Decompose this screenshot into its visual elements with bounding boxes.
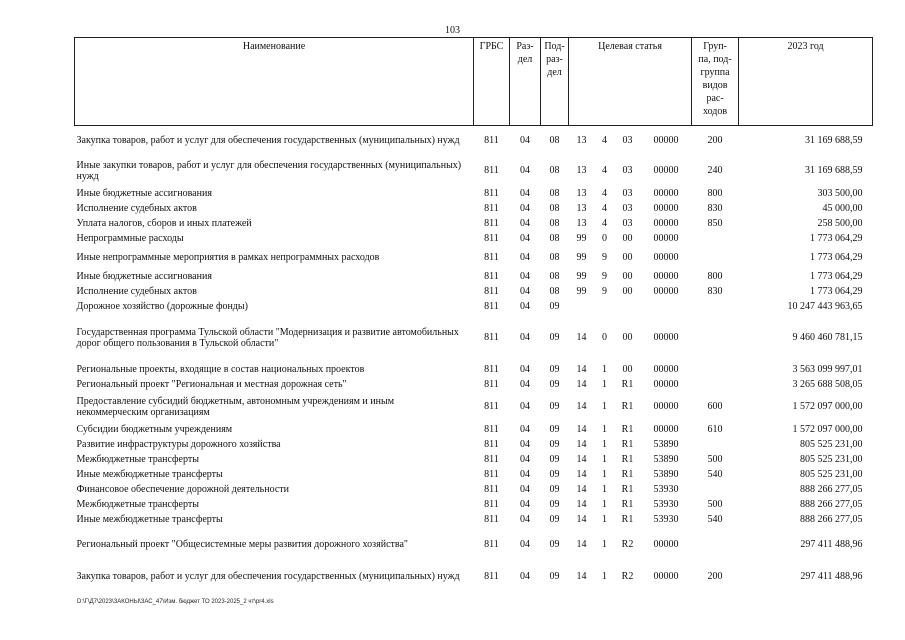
row-name-cell: Субсидии бюджетным учреждениям (76, 423, 233, 435)
row-name-cell: Межбюджетные трансферты (76, 498, 199, 510)
row-target-subprogram-cell: 1 (602, 483, 607, 495)
row-amount-cell: 805 525 231,00 (800, 438, 863, 450)
row-grbs-cell: 811 (484, 285, 499, 297)
row-target-item-cell: R2 (621, 571, 634, 582)
row-target-direction-cell: 53930 (653, 513, 679, 525)
row-podrazdel-cell: 09 (549, 332, 560, 343)
row-name-cell: Региональные проекты, входящие в состав национальных проектов (76, 363, 365, 375)
row-target-subprogram-cell: 9 (602, 285, 607, 297)
row-amount-cell: 297 411 488,96 (800, 571, 863, 582)
row-podrazdel-cell: 09 (549, 453, 560, 465)
row-amount-cell: 888 266 277,05 (800, 498, 863, 510)
row-grbs-cell: 811 (484, 251, 499, 263)
row-target-item-cell: 00 (622, 363, 633, 375)
row-amount-cell: 1 572 097 000,00 (792, 401, 863, 412)
row-expense-group-cell (692, 362, 739, 377)
row-target-subprogram-cell: 1 (602, 498, 607, 510)
row-target-subprogram-cell: 4 (602, 202, 607, 214)
row-target-item-cell: R1 (621, 378, 634, 390)
row-target-direction-cell: 53930 (653, 483, 679, 495)
row-target-item-cell: R1 (621, 483, 634, 495)
table-row (75, 512, 873, 527)
row-target-program-cell: 99 (576, 270, 587, 282)
row-target-program-cell: 14 (576, 468, 587, 480)
row-target-direction-cell: 00000 (653, 571, 679, 582)
row-expense-group-cell (692, 527, 739, 562)
row-podrazdel-cell: 08 (549, 217, 560, 229)
row-podrazdel-cell: 09 (549, 498, 560, 510)
header-name: Наименование (75, 38, 474, 126)
row-target-direction-cell: 00000 (653, 202, 679, 214)
row-target-subprogram-cell: 0 (602, 232, 607, 244)
footer-file-path: D:\Г\Д7\2023\ЗАКОНЫ\ЗАС_47\Изм. бюджет ТО 2023-2025_2 чт\pr4.xls (77, 599, 274, 605)
row-name-cell: Иные бюджетные ассигнования (76, 187, 212, 199)
row-target-direction-cell: 00000 (653, 332, 679, 343)
row-grbs-cell: 811 (484, 498, 499, 510)
row-expense-group-cell: 500 (707, 453, 723, 465)
row-grbs-cell: 811 (484, 468, 499, 480)
row-name-cell: Закупка товаров, работ и услуг для обеспечения государственных (муниципальных) нужд (76, 135, 460, 147)
row-grbs-cell: 811 (484, 300, 499, 312)
row-amount-cell: 805 525 231,00 (800, 453, 863, 465)
row-target-program-cell: 13 (576, 187, 587, 199)
row-grbs-cell: 811 (484, 165, 499, 176)
row-expense-group-cell: 830 (707, 202, 723, 214)
row-target-program-cell: 99 (576, 251, 587, 263)
row-amount-cell: 805 525 231,00 (800, 468, 863, 480)
table-row (75, 497, 873, 512)
row-amount-cell: 3 265 688 508,05 (792, 378, 863, 390)
row-amount-cell: 303 500,00 (817, 187, 863, 199)
row-target-program-cell: 99 (576, 232, 587, 244)
table-row (75, 246, 873, 269)
row-expense-group-cell: 600 (707, 401, 723, 412)
row-target-program-cell: 14 (576, 538, 587, 550)
row-target-item-cell: 03 (622, 217, 633, 229)
row-expense-group-cell (692, 246, 739, 269)
row-target-direction-cell: 53890 (653, 453, 679, 465)
table-row (75, 269, 873, 284)
row-target-subprogram-cell: 1 (602, 468, 607, 480)
row-target-direction-cell: 00000 (653, 423, 679, 435)
row-name-cell: Исполнение судебных актов (76, 285, 197, 297)
row-expense-group-cell (692, 437, 739, 452)
row-amount-cell: 9 460 460 781,15 (792, 332, 863, 343)
table-row (75, 299, 873, 314)
row-razdel-cell: 04 (520, 300, 530, 312)
row-grbs-cell: 811 (484, 135, 499, 147)
row-name-cell: Иные непрограммные мероприятия в рамках непрограммных расходов (76, 251, 380, 263)
budget-table-sheet (74, 37, 872, 592)
row-target-subprogram-cell: 1 (602, 453, 607, 465)
table-row (75, 314, 873, 362)
table-row (75, 452, 873, 467)
table-row (75, 437, 873, 452)
row-target-direction-cell (641, 299, 692, 314)
table-row (75, 201, 873, 216)
row-expense-group-cell: 240 (707, 165, 723, 176)
row-target-program-cell (569, 299, 595, 314)
table-row (75, 392, 873, 422)
row-grbs-cell: 811 (484, 202, 499, 214)
row-expense-group-cell (692, 482, 739, 497)
row-target-subprogram-cell: 1 (602, 538, 607, 550)
row-podrazdel-cell: 09 (549, 513, 560, 525)
row-target-program-cell: 14 (576, 513, 587, 525)
row-target-direction-cell: 53930 (653, 498, 679, 510)
row-razdel-cell: 04 (520, 571, 530, 582)
row-target-program-cell: 14 (576, 498, 587, 510)
row-expense-group-cell (692, 314, 739, 362)
row-target-item-cell: 00 (622, 270, 633, 282)
table-row (75, 467, 873, 482)
row-razdel-cell: 04 (520, 423, 530, 435)
row-target-item-cell (615, 299, 641, 314)
row-name-cell: Государственная программа Тульской области "Модернизация и развитие автомобильных дорог общего пользования в Тульской области" (76, 326, 459, 349)
table-row (75, 231, 873, 246)
row-grbs-cell: 811 (484, 438, 499, 450)
row-target-subprogram-cell: 9 (602, 251, 607, 263)
row-podrazdel-cell: 08 (549, 135, 560, 147)
header-grbs: ГРБС (474, 38, 510, 126)
row-grbs-cell: 811 (484, 270, 499, 282)
row-target-subprogram-cell: 1 (602, 378, 607, 390)
row-expense-group-cell: 830 (707, 285, 723, 297)
row-target-item-cell: R1 (621, 513, 634, 525)
row-target-subprogram-cell: 1 (602, 363, 607, 375)
row-expense-group-cell (692, 377, 739, 392)
row-razdel-cell: 04 (520, 363, 530, 375)
row-name-cell: Региональный проект "Общесистемные меры развития дорожного хозяйства" (76, 538, 408, 550)
row-target-subprogram-cell: 1 (602, 571, 607, 582)
row-target-direction-cell: 00000 (653, 217, 679, 229)
row-expense-group-cell: 800 (707, 187, 723, 199)
header-expense-group: Груп- па, под- группа видов рас- ходов (692, 38, 739, 126)
row-razdel-cell: 04 (520, 332, 530, 343)
row-target-item-cell: 00 (622, 251, 633, 263)
row-razdel-cell: 04 (520, 135, 530, 147)
row-target-direction-cell: 53890 (653, 438, 679, 450)
row-amount-cell: 1 572 097 000,00 (792, 423, 863, 435)
row-expense-group-cell: 200 (707, 571, 723, 582)
row-target-direction-cell: 00000 (653, 538, 679, 550)
row-expense-group-cell (692, 299, 739, 314)
row-target-program-cell: 13 (576, 165, 587, 176)
row-target-program-cell: 14 (576, 571, 587, 582)
row-target-direction-cell: 53890 (653, 468, 679, 480)
row-target-item-cell: 00 (622, 332, 633, 343)
table-row (75, 377, 873, 392)
header-razdel: Раз- дел (510, 38, 541, 126)
row-razdel-cell: 04 (520, 538, 530, 550)
row-target-direction-cell: 00000 (653, 363, 679, 375)
row-razdel-cell: 04 (520, 285, 530, 297)
row-target-item-cell: R1 (621, 468, 634, 480)
table-body (75, 126, 873, 592)
row-podrazdel-cell: 09 (549, 378, 560, 390)
row-target-program-cell: 99 (576, 285, 587, 297)
row-razdel-cell: 04 (520, 453, 530, 465)
row-target-direction-cell: 00000 (653, 135, 679, 147)
row-grbs-cell: 811 (484, 332, 499, 343)
row-podrazdel-cell: 09 (549, 401, 560, 412)
row-target-item-cell: 03 (622, 187, 633, 199)
row-razdel-cell: 04 (520, 165, 530, 176)
row-target-direction-cell: 00000 (653, 270, 679, 282)
row-name-cell: Иные бюджетные ассигнования (76, 270, 212, 282)
row-expense-group-cell: 540 (707, 468, 723, 480)
row-name-cell: Иные закупки товаров, работ и услуг для обеспечения государственных (муниципальных) нужд (76, 159, 462, 182)
table-row (75, 482, 873, 497)
row-grbs-cell: 811 (484, 363, 499, 375)
row-podrazdel-cell: 09 (549, 423, 560, 435)
row-target-subprogram-cell: 1 (602, 513, 607, 525)
row-razdel-cell: 04 (520, 401, 530, 412)
row-target-subprogram-cell: 1 (602, 438, 607, 450)
row-grbs-cell: 811 (484, 571, 499, 582)
row-target-program-cell: 14 (576, 423, 587, 435)
row-target-subprogram-cell: 4 (602, 165, 607, 176)
row-podrazdel-cell: 09 (549, 300, 560, 312)
row-target-item-cell: R1 (621, 498, 634, 510)
row-amount-cell: 1 773 064,29 (810, 232, 863, 244)
row-target-direction-cell: 00000 (653, 401, 679, 412)
table-row (75, 362, 873, 377)
row-expense-group-cell (692, 231, 739, 246)
row-target-subprogram-cell: 9 (602, 270, 607, 282)
row-podrazdel-cell: 09 (549, 538, 560, 550)
row-podrazdel-cell: 09 (549, 363, 560, 375)
row-name-cell: Финансовое обеспечение дорожной деятельности (76, 483, 289, 495)
row-amount-cell: 10 247 443 963,65 (787, 300, 863, 312)
row-name-cell: Исполнение судебных актов (76, 202, 197, 214)
row-podrazdel-cell: 08 (549, 165, 560, 176)
row-razdel-cell: 04 (520, 232, 530, 244)
row-podrazdel-cell: 08 (549, 251, 560, 263)
row-razdel-cell: 04 (520, 378, 530, 390)
table-row (75, 216, 873, 231)
row-razdel-cell: 04 (520, 217, 530, 229)
row-amount-cell: 1 773 064,29 (810, 285, 863, 297)
row-target-item-cell: 03 (622, 165, 633, 176)
row-razdel-cell: 04 (520, 187, 530, 199)
row-expense-group-cell: 540 (707, 513, 723, 525)
row-target-direction-cell: 00000 (653, 165, 679, 176)
table-row (75, 126, 873, 156)
row-target-subprogram-cell: 4 (602, 217, 607, 229)
row-target-item-cell: 03 (622, 135, 633, 147)
row-target-item-cell: R2 (621, 538, 634, 550)
row-expense-group-cell: 850 (707, 217, 723, 229)
row-target-direction-cell: 00000 (653, 187, 679, 199)
row-amount-cell: 888 266 277,05 (800, 483, 863, 495)
table-row (75, 527, 873, 562)
row-name-cell: Межбюджетные трансферты (76, 453, 199, 465)
row-amount-cell: 297 411 488,96 (800, 538, 863, 550)
row-amount-cell: 1 773 064,29 (810, 270, 863, 282)
header-podrazdel: Под- раз- дел (541, 38, 569, 126)
table-row (75, 284, 873, 299)
row-grbs-cell: 811 (484, 217, 499, 229)
row-name-cell: Уплата налогов, сборов и иных платежей (76, 217, 252, 229)
row-razdel-cell: 04 (520, 251, 530, 263)
row-amount-cell: 1 773 064,29 (810, 251, 863, 263)
row-razdel-cell: 04 (520, 438, 530, 450)
row-razdel-cell: 04 (520, 468, 530, 480)
row-target-item-cell: R1 (621, 401, 634, 412)
row-razdel-cell: 04 (520, 270, 530, 282)
row-target-program-cell: 13 (576, 217, 587, 229)
row-name-cell: Закупка товаров, работ и услуг для обеспечения государственных (муниципальных) нужд (76, 571, 460, 582)
row-target-direction-cell: 00000 (653, 378, 679, 390)
row-target-subprogram-cell: 1 (602, 423, 607, 435)
row-grbs-cell: 811 (484, 187, 499, 199)
row-target-program-cell: 14 (576, 332, 587, 343)
row-grbs-cell: 811 (484, 401, 499, 412)
row-target-item-cell: R1 (621, 438, 634, 450)
row-podrazdel-cell: 08 (549, 270, 560, 282)
row-podrazdel-cell: 09 (549, 571, 560, 582)
row-target-direction-cell: 00000 (653, 251, 679, 263)
row-podrazdel-cell: 09 (549, 438, 560, 450)
row-grbs-cell: 811 (484, 483, 499, 495)
row-podrazdel-cell: 08 (549, 232, 560, 244)
row-grbs-cell: 811 (484, 538, 499, 550)
row-razdel-cell: 04 (520, 513, 530, 525)
row-expense-group-cell: 500 (707, 498, 723, 510)
table-row (75, 422, 873, 437)
row-podrazdel-cell: 08 (549, 285, 560, 297)
row-target-program-cell: 14 (576, 363, 587, 375)
row-razdel-cell: 04 (520, 498, 530, 510)
row-grbs-cell: 811 (484, 513, 499, 525)
row-razdel-cell: 04 (520, 483, 530, 495)
header-year-2023: 2023 год (739, 38, 873, 126)
row-target-subprogram-cell: 4 (602, 135, 607, 147)
row-target-item-cell: 00 (622, 232, 633, 244)
row-amount-cell: 31 169 688,59 (805, 165, 863, 176)
row-target-item-cell: R1 (621, 453, 634, 465)
row-target-program-cell: 13 (576, 135, 587, 147)
header-row (75, 38, 873, 126)
row-target-program-cell: 14 (576, 453, 587, 465)
row-podrazdel-cell: 08 (549, 187, 560, 199)
row-target-program-cell: 13 (576, 202, 587, 214)
row-target-item-cell: 03 (622, 202, 633, 214)
row-target-subprogram-cell: 4 (602, 187, 607, 199)
row-podrazdel-cell: 09 (549, 483, 560, 495)
row-name-cell: Иные межбюджетные трансферты (76, 513, 223, 525)
row-target-subprogram-cell: 0 (602, 332, 607, 343)
row-target-direction-cell: 00000 (653, 285, 679, 297)
row-target-program-cell: 14 (576, 378, 587, 390)
row-expense-group-cell: 800 (707, 270, 723, 282)
row-target-item-cell: 00 (622, 285, 633, 297)
row-grbs-cell: 811 (484, 232, 499, 244)
row-name-cell: Региональный проект "Региональная и местная дорожная сеть" (76, 378, 347, 390)
row-razdel-cell: 04 (520, 202, 530, 214)
row-target-program-cell: 14 (576, 438, 587, 450)
row-target-item-cell: R1 (621, 423, 634, 435)
row-grbs-cell: 811 (484, 423, 499, 435)
row-name-cell: Развитие инфраструктуры дорожного хозяйства (76, 438, 281, 450)
row-target-program-cell: 14 (576, 483, 587, 495)
row-expense-group-cell: 200 (707, 135, 723, 147)
row-grbs-cell: 811 (484, 378, 499, 390)
row-target-program-cell: 14 (576, 401, 587, 412)
row-name-cell: Непрограммные расходы (76, 232, 184, 244)
row-expense-group-cell: 610 (707, 423, 723, 435)
row-target-subprogram-cell: 1 (602, 401, 607, 412)
row-amount-cell: 258 500,00 (817, 217, 863, 229)
table-row (75, 562, 873, 592)
header-target-article: Целевая статья (569, 38, 692, 126)
page-number: 103 (445, 25, 460, 36)
row-name-cell: Дорожное хозяйство (дорожные фонды) (76, 300, 248, 312)
table-row (75, 156, 873, 186)
budget-table (74, 37, 873, 592)
table-row (75, 186, 873, 201)
row-amount-cell: 45 000,00 (822, 202, 863, 214)
row-amount-cell: 888 266 277,05 (800, 513, 863, 525)
row-target-direction-cell: 00000 (653, 232, 679, 244)
row-amount-cell: 31 169 688,59 (805, 135, 863, 147)
row-podrazdel-cell: 08 (549, 202, 560, 214)
row-name-cell: Иные межбюджетные трансферты (76, 468, 223, 480)
row-name-cell: Предоставление субсидий бюджетным, автономным учреждениям и иным некоммерческим организациям (76, 395, 395, 418)
row-target-subprogram-cell (595, 299, 615, 314)
row-podrazdel-cell: 09 (549, 468, 560, 480)
row-amount-cell: 3 563 099 997,01 (792, 363, 863, 375)
row-grbs-cell: 811 (484, 453, 499, 465)
